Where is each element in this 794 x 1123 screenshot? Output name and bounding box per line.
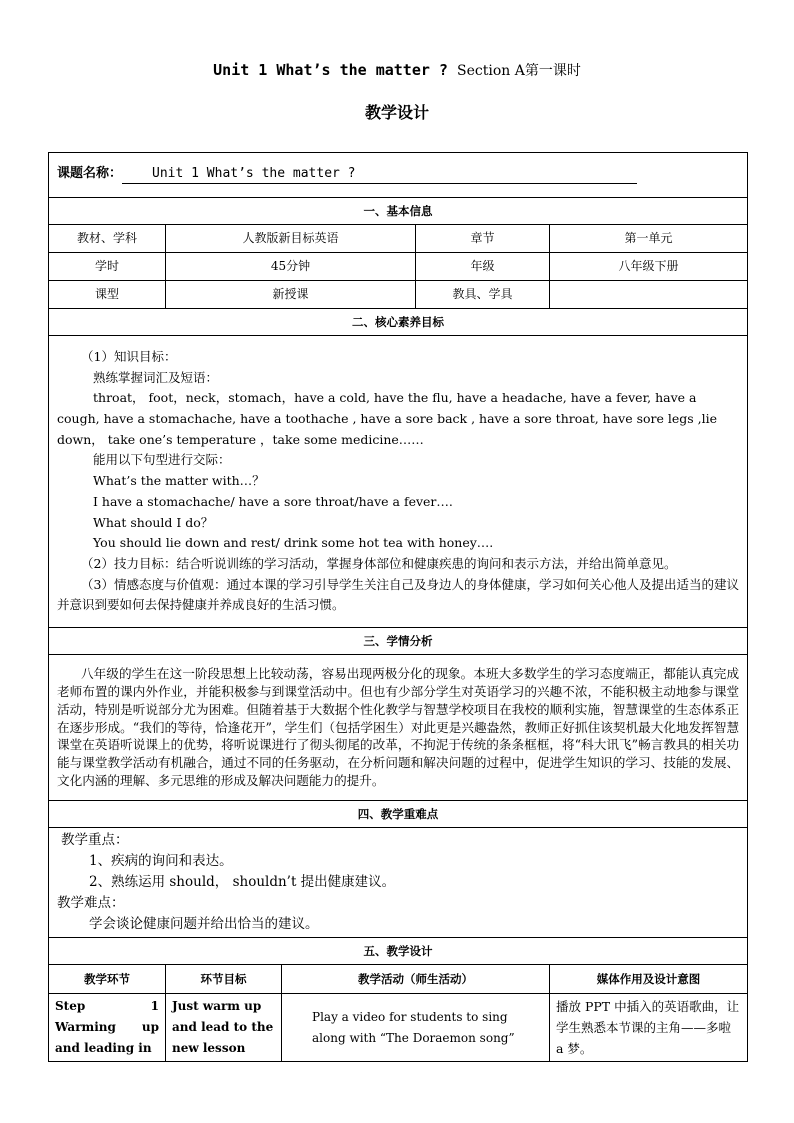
difficulty-label: 教学难点： — [57, 895, 125, 911]
lesson-plan-table — [48, 152, 748, 1062]
difficulty-item: 学会谈论健康问题并给出恰当的建议。 — [89, 916, 319, 932]
goals-line: 熟练掌握词汇及短语： — [93, 369, 219, 385]
basic-cell: 课型 — [49, 281, 166, 309]
basic-cell: 八年级下册 — [550, 253, 748, 281]
title-section: Section A第一课时 — [457, 63, 581, 79]
basic-cell: 45分钟 — [166, 253, 416, 281]
basic-cell — [550, 281, 748, 309]
basic-cell: 人教版新目标英语 — [166, 225, 416, 253]
goals-line: What should I do？ — [93, 514, 214, 530]
section-header-goals: 二、核心素养目标 — [49, 309, 748, 336]
keypoints-body — [49, 828, 748, 938]
basic-cell: 年级 — [416, 253, 550, 281]
goals-body — [49, 336, 748, 628]
document-subtitle: 教学设计 — [364, 103, 429, 122]
analysis-text: 八年级的学生在这一阶段思想上比较动荡，容易出现两极分化的现象。本班大多数学生的学习态度端正，都能认真完成老师布置的课内外作业，并能积极参与到课堂活动中。但也有少部分学生对英语学习的兴趣不浓，不能积极主动地参与课堂活动，特别是听说部分尤为困难。但随着基于大数据个性化教学与智慧学校项目在我校的顺利实施，智慧课堂的生态体系正在逐步形成。“我们的等待，恰逢花开”，学生们（包括学困生）对此更是兴趣盎然，教师正好抓住该契机最大化地发挥智慧课堂在英语听说课上的优势，将听说课进行了彻头彻尾的改革，不拘泥于传统的条条框框，将“科大讯飞”畅言教具的相关功能与课堂教学活动有机融合，通过不同的任务驱动，在分析问题和解决问题的过程中，促进学生知识的学习、技能的发展、文化内涵的理解、多元思维的形成及解决问题能力的提升。 — [57, 666, 740, 788]
goals-line: （1）知识目标： — [81, 348, 177, 364]
topic-value: Unit 1 What’s the matter ? — [122, 166, 637, 184]
design-media: 播放 PPT 中插入的英语歌曲，让学生熟悉本节课的主角——多啦 a 梦。 — [550, 994, 748, 1062]
basic-cell: 教具、学具 — [416, 281, 550, 309]
section-header-keypoints: 四、教学重难点 — [49, 801, 748, 828]
goals-line: 能用以下句型进行交际： — [93, 452, 231, 468]
topic-row — [49, 153, 748, 198]
goals-line: You should lie down and rest/ drink some hot tea with honey…. — [93, 535, 494, 551]
focus-item: 1、疾病的询问和表达。 — [89, 853, 233, 869]
focus-label: 教学重点： — [61, 832, 129, 848]
basic-cell: 章节 — [416, 225, 550, 253]
goals-line: I have a stomachache/ have a sore throat/have a fever…. — [93, 493, 453, 509]
design-col-header: 教学环节 — [49, 965, 166, 994]
design-col-header: 环节目标 — [166, 965, 282, 994]
design-col-header: 教学活动（师生活动） — [282, 965, 550, 994]
goals-line: （3）情感态度与价值观：通过本课的学习引导学生关注自己及身边人的身体健康，学习如何关心他人及提出适当的建议并意识到要如何去保持健康并养成良好的生活习惯。 — [57, 576, 740, 613]
goals-line: What’s the matter with…？ — [93, 473, 265, 489]
design-goal: Just warm up and lead to the new lesson — [166, 994, 282, 1062]
basic-cell: 教材、学科 — [49, 225, 166, 253]
document-title — [0, 60, 794, 80]
section-header-design: 五、教学设计 — [49, 938, 748, 965]
basic-cell: 第一单元 — [550, 225, 748, 253]
analysis-body — [49, 655, 748, 801]
section-header-basic: 一、基本信息 — [49, 198, 748, 225]
design-step: Step 1 Warming up and leading in — [49, 994, 166, 1062]
topic-label: 课题名称： — [57, 166, 123, 182]
section-header-analysis: 三、学情分析 — [49, 628, 748, 655]
design-activity: Play a video for students to sing along with “The Doraemon song” — [282, 994, 550, 1062]
focus-item: 2、熟练运用 should， shouldn’t 提出健康建议。 — [89, 874, 396, 890]
goals-line: （2）技力目标：结合听说训练的学习活动，掌握身体部位和健康疾患的询问和表示方法，并给出简单意见。 — [81, 555, 677, 571]
goals-line: throat， foot，neck，stomach，have a cold, have the flu, have a headache, have a fever, have a cough, have a stomachache, have a toothache , have a sore back , have a sore throat, have sore legs ,lie down， take one’s temperature ，take some medicine…… — [57, 390, 718, 447]
design-col-header: 媒体作用及设计意图 — [550, 965, 748, 994]
basic-cell: 新授课 — [166, 281, 416, 309]
basic-cell: 学时 — [49, 253, 166, 281]
title-main: Unit 1 What’s the matter ? — [213, 61, 448, 79]
